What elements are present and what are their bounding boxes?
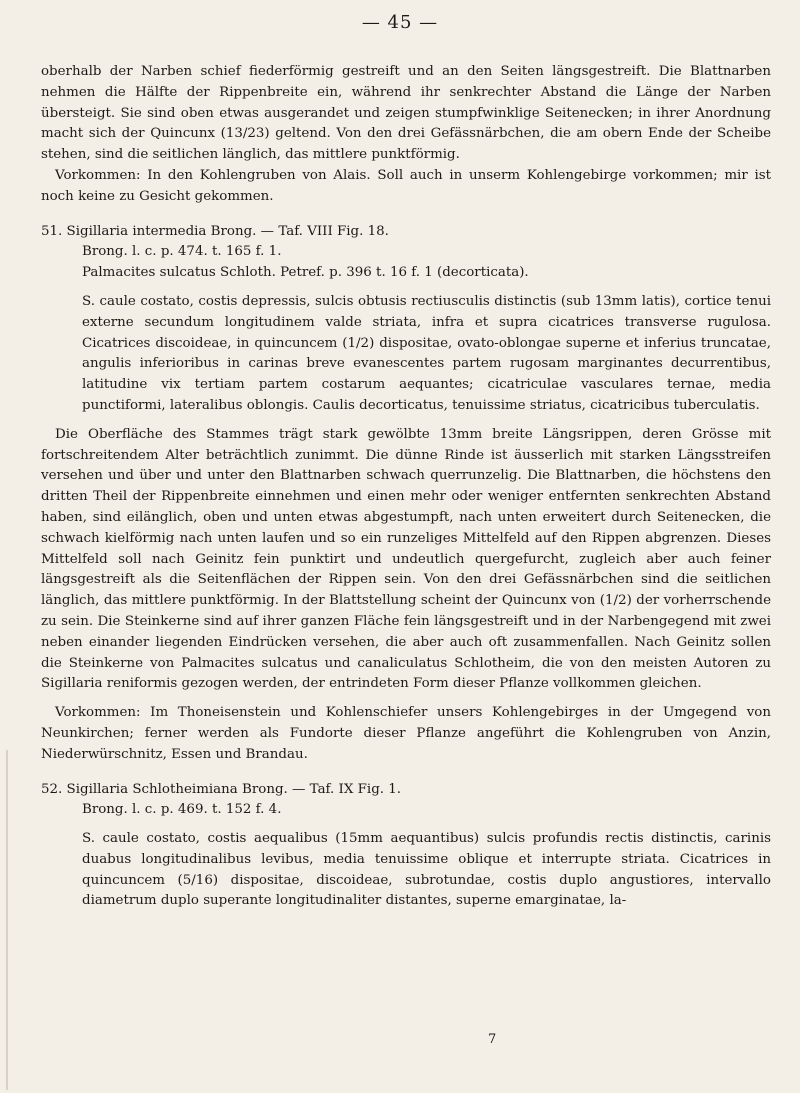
section-gap bbox=[41, 208, 771, 222]
signature-mark: 7 bbox=[488, 1032, 497, 1047]
spacer bbox=[41, 284, 771, 292]
section-51-title: 51. Sigillaria intermedia Brong. — Taf. VIII Fig. 18. bbox=[41, 223, 389, 239]
paragraph-occurrence: Vorkommen: In den Kohlengruben von Alais. Soll auch in unserm Kohlengebirge vorkommen; mir ist noch keine zu Gesicht gekommen. bbox=[41, 167, 771, 204]
page-edge-shadow bbox=[6, 750, 8, 1090]
spacer bbox=[41, 821, 771, 829]
page-number-header: — 45 — bbox=[361, 12, 439, 33]
section-52-reference-1: Brong. l. c. p. 469. t. 152 f. 4. bbox=[82, 802, 282, 818]
section-51-reference-1: Brong. l. c. p. 474. t. 165 f. 1. bbox=[82, 244, 282, 260]
section-gap bbox=[41, 766, 771, 780]
spacer bbox=[41, 417, 771, 425]
main-text bbox=[41, 62, 771, 912]
section-51-latin-diagnosis: S. caule costato, costis depressis, sulcis obtusis rectiusculis distinctis (sub 13mm latis), cortice tenui externe secundum longitudinem valde striata, infra et supra cicatrices transverse rugulosa. Cicatrices discoideae, in quincuncem (1/2) dispositae, ovato-oblongae superne et inferius truncatae, angulis inferioribus in carinas breve evanescentes partem rugosam marginantes decurrentibus, latitudine vix tertiam partem costarum aequantes; cicatriculae vasculares ternae, media punctiformi, lateralibus oblongis. Caulis decorticatus, tenuissime striatus, cicatricibus tuberculatis. bbox=[82, 293, 771, 413]
paragraph-continuation: oberhalb der Narben schief fiederförmig gestreift und an den Seiten längsgestreift. Die Blattnarben nehmen die Hälfte der Rippenbreite ein, während ihr senkrechter Abstand die Länge der Narben übersteigt. Sie sind oben etwas ausgerandet und zeigen stumpfwinklige Seitenecken; in ihrer Anordnung macht sich der Quincunx (13/23) geltend. Von den drei Gefässnärbchen, die am obern Ende der Scheibe stehen, sind die seitlichen länglich, das mittlere punktförmig. bbox=[41, 64, 771, 163]
spacer bbox=[41, 695, 771, 703]
section-51-reference-2: Palmacites sulcatus Schloth. Petref. p. 396 t. 16 f. 1 (decorticata). bbox=[82, 265, 529, 281]
section-52-latin-diagnosis: S. caule costato, costis aequalibus (15mm aequantibus) sulcis profundis rectis distinctis, carinis duabus longitudinalibus levibus, media tenuissime oblique et interrupte striata. Cicatrices in quincuncem (5/16) dispositae, discoideae, subrotundae, costis duplo angustiores, intervallo diametrum duplo superante longitudinaliter distantes, superne emarginatae, la- bbox=[82, 831, 771, 909]
section-51-occurrence: Vorkommen: Im Thoneisenstein und Kohlenschiefer unsers Kohlengebirges in der Umgegend von Neunkirchen; ferner werden als Fundorte dieser Pflanze angeführt die Kohlengruben von Anzin, Niederwürschnitz, Essen und Brandau. bbox=[41, 705, 771, 762]
section-51-description: Die Oberfläche des Stammes trägt stark gewölbte 13mm breite Längsrippen, deren Grösse mit fortschreitendem Alter beträchtlich zunimmt. Die dünne Rinde ist äusserlich mit starken Längsstreifen versehen und über und unter den Blattnarben schwach querrunzelig. Die Blattnarben, die höchstens den dritten Theil der Rippenbreite einnehmen und einen mehr oder weniger entfernten senkrechten Abstand haben, sind eilänglich, oben und unten etwas abgestumpft, nach unten erweitert durch Seitenecken, die schwach kielförmig nach unten laufen und so ein runzeliges Mittelfeld auf den Rippen abgrenzen. Dieses Mittelfeld soll nach Geinitz fein punktirt und undeutlich quergefurcht, zugleich aber auch feiner längsgestreift als die Seitenflächen der Rippen sein. Von den drei Gefässnärbchen sind die seitlichen länglich, das mittlere punktförmig. In der Blattstellung scheint der Quincunx von (1/2) der vorherrschende zu sein. Die Steinkerne sind auf ihrer ganzen Fläche fein längsgestreift und in der Narbengegend mit zwei neben einander liegenden Eindrücken versehen, die aber auch oft zusammenfallen. Nach Geinitz sollen die Steinkerne von Palmacites sulcatus und canaliculatus Schlotheim, die von den meisten Autoren zu Sigillaria reniformis gezogen werden, der entrindeten Form dieser Pflanze vollkommen gleichen. bbox=[41, 426, 771, 692]
section-52-title: 52. Sigillaria Schlotheimiana Brong. — Taf. IX Fig. 1. bbox=[41, 781, 402, 797]
